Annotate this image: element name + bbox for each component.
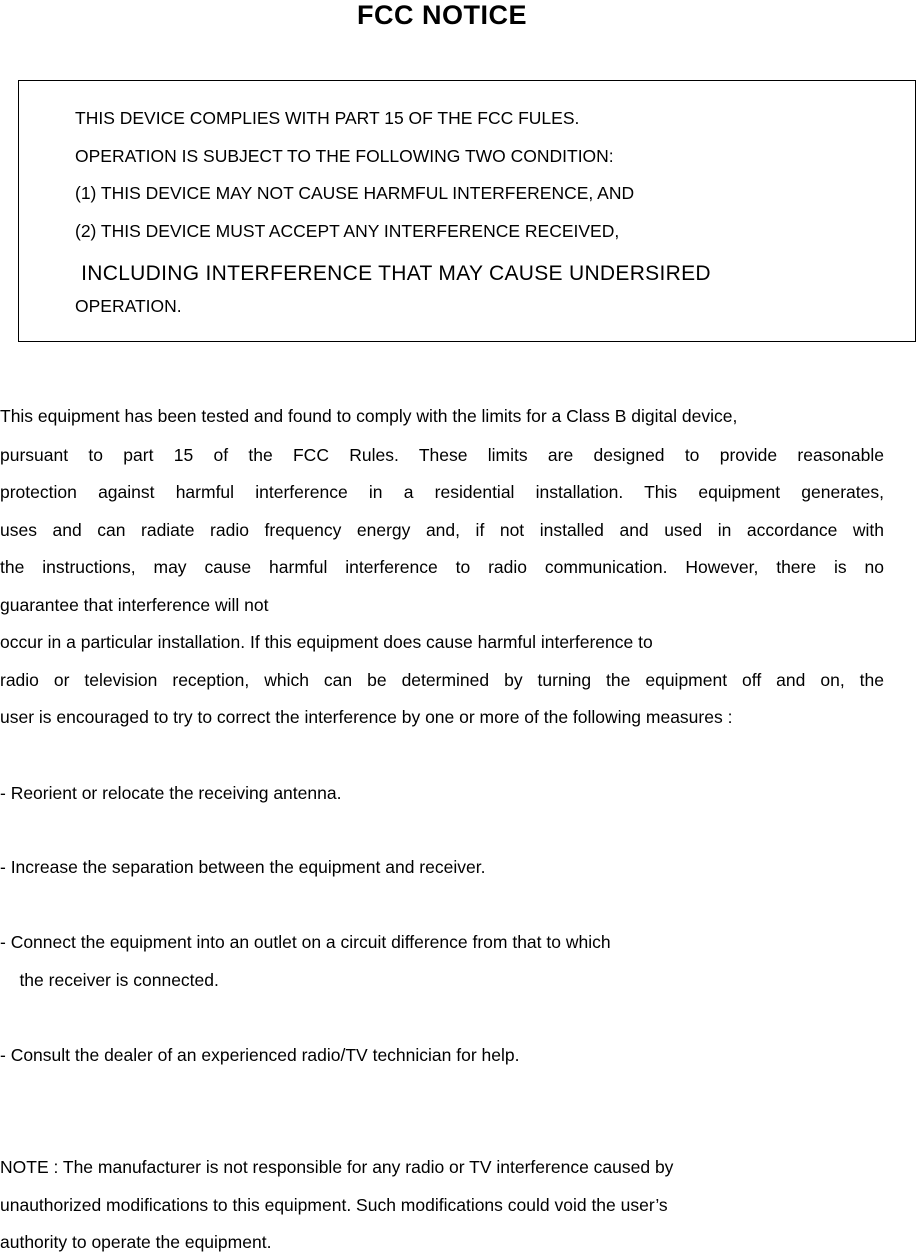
notice-line: (1) THIS DEVICE MAY NOT CAUSE HARMFUL INTERFERENCE, AND (75, 183, 635, 203)
compliance-notice-box (18, 80, 916, 342)
body-paragraph-line: uses and can radiate radio frequency energy and, if not installed and used in accordance with (0, 520, 884, 540)
body-paragraph-line: pursuant to part 15 of the FCC Rules. These limits are designed to provide reasonable (0, 445, 884, 465)
measure-item-continuation: the receiver is connected. (0, 970, 219, 990)
body-paragraph-line: user is encouraged to try to correct the interference by one or more of the following measures : (0, 707, 733, 727)
note-line: NOTE : The manufacturer is not responsible for any radio or TV interference caused by (0, 1157, 674, 1177)
body-paragraph-line: radio or television reception, which can be determined by turning the equipment off and on, the (0, 670, 884, 690)
body-paragraph-line: occur in a particular installation. If this equipment does cause harmful interference to (0, 632, 653, 652)
page-title: FCC NOTICE (357, 0, 527, 30)
notice-line: THIS DEVICE COMPLIES WITH PART 15 OF THE FCC FULES. (75, 108, 580, 128)
notice-line: (2) THIS DEVICE MUST ACCEPT ANY INTERFERENCE RECEIVED, (75, 221, 620, 241)
body-paragraph-line: This equipment has been tested and found to comply with the limits for a Class B digital device, (0, 406, 738, 426)
measure-item: - Increase the separation between the equipment and receiver. (0, 857, 486, 877)
note-line: authority to operate the equipment. (0, 1232, 272, 1252)
body-paragraph-line: the instructions, may cause harmful interference to radio communication. However, there is no (0, 557, 884, 577)
measure-item: - Reorient or relocate the receiving antenna. (0, 783, 342, 803)
body-paragraph-line: guarantee that interference will not (0, 595, 269, 615)
notice-line: OPERATION. (75, 296, 182, 316)
body-paragraph-line: protection against harmful interference in a residential installation. This equipment generates, (0, 482, 884, 502)
notice-line: OPERATION IS SUBJECT TO THE FOLLOWING TWO CONDITION: (75, 146, 614, 166)
note-line: unauthorized modifications to this equipment. Such modifications could void the user’s (0, 1195, 668, 1215)
measure-item: - Connect the equipment into an outlet on a circuit difference from that to which (0, 932, 611, 952)
measure-item: - Consult the dealer of an experienced radio/TV technician for help. (0, 1045, 520, 1065)
notice-line: INCLUDING INTERFERENCE THAT MAY CAUSE UNDERSIRED (75, 262, 711, 285)
